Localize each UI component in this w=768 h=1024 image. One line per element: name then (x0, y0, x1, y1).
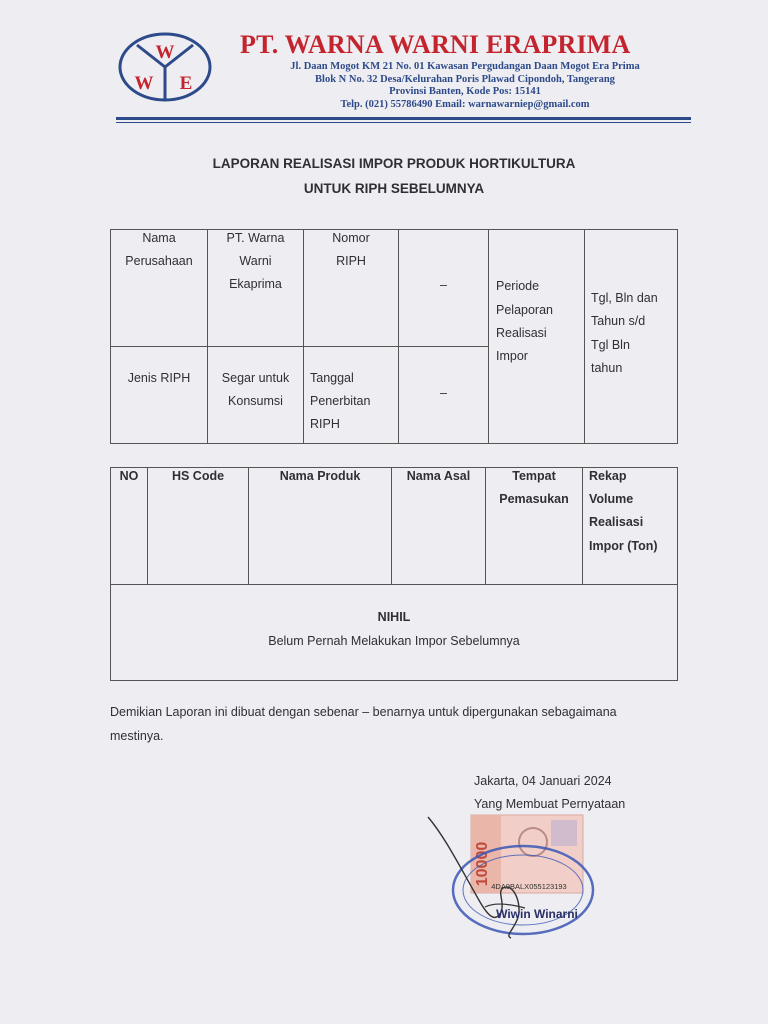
tanggal-value: – (440, 386, 447, 400)
empty-note: Belum Pernah Melakukan Impor Sebelumnya (268, 634, 520, 648)
jenis-riph-value-2: Konsumsi (228, 394, 283, 408)
periode-value-1: Tgl, Bln dan (591, 291, 658, 305)
signer-role: Yang Membuat Pernyataan (474, 797, 626, 811)
duty-stamp-serial: 4DA9BALX055123193 (491, 882, 567, 891)
logo-letter-left: W (134, 73, 154, 94)
jenis-riph-value-1: Segar untuk (221, 371, 290, 385)
header-rekap-4: Impor (Ton) (589, 539, 658, 553)
periode-label-2: Pelaporan (496, 303, 553, 317)
header-nama-produk: Nama Produk (279, 469, 361, 483)
nomor-riph-value: – (440, 278, 447, 292)
report-title: LAPORAN REALISASI IMPOR PRODUK HORTIKULTURA (212, 156, 576, 171)
tanggal-label-3: RIPH (310, 417, 340, 431)
duty-stamp-value: 10000 (474, 841, 491, 887)
header-tempat-1: Tempat (512, 469, 556, 483)
header-rekap-1: Rekap (589, 469, 627, 483)
periode-label-4: Impor (496, 349, 528, 363)
address-line-1: Jl. Daan Mogot KM 21 No. 01 Kawasan Pergudangan Daan Mogot Era Prima (290, 61, 640, 72)
signer-name: Wiwin Winarni (496, 907, 578, 921)
nomor-riph-label-2: RIPH (336, 254, 366, 268)
header-hs-code: HS Code (171, 469, 225, 483)
header-rekap-2: Volume (589, 492, 634, 506)
closing-line-1: Demikian Laporan ini dibuat dengan sebenar – benarnya untuk dipergunakan sebagaimana (110, 705, 617, 719)
periode-label-3: Realisasi (496, 326, 547, 340)
nama-perusahaan-value-1: PT. Warna (226, 231, 285, 245)
nama-perusahaan-label-2: Perusahaan (125, 254, 193, 268)
cell-jenis-riph-label (110, 346, 208, 444)
tanggal-label-2: Penerbitan (310, 394, 371, 408)
address-line-2: Blok N No. 32 Desa/Kelurahan Poris Plawad Cipondoh, Tangerang (315, 74, 615, 85)
nomor-riph-label-1: Nomor (332, 231, 370, 245)
header-rekap-3: Realisasi (589, 515, 644, 529)
periode-value-3: Tgl Bln (591, 338, 630, 352)
company-logo (117, 31, 213, 103)
signature-stamp (425, 812, 605, 942)
periode-label-1: Periode (496, 279, 540, 293)
nama-perusahaan-value-2: Warni (239, 254, 272, 268)
empty-title: NIHIL (377, 610, 411, 624)
letterhead-rule-thin (116, 122, 691, 123)
nama-perusahaan-label-1: Nama (142, 231, 176, 245)
place-date: Jakarta, 04 Januari 2024 (474, 774, 612, 788)
closing-line-2: mestinya. (110, 729, 164, 743)
contact-line: Telp. (021) 55786490 Email: warnawarniep@gmail.com (340, 99, 590, 110)
jenis-riph-label: Jenis RIPH (127, 371, 191, 385)
header-no: NO (119, 469, 139, 483)
logo-letter-top: W (155, 42, 175, 63)
company-name: PT. WARNA WARNI ERAPRIMA (240, 30, 631, 59)
nama-perusahaan-value-3: Ekaprima (229, 277, 282, 291)
header-tempat-2: Pemasukan (499, 492, 569, 506)
logo-letter-right: E (179, 73, 193, 94)
periode-value-2: Tahun s/d (591, 314, 646, 328)
letterhead-rule-thick (116, 117, 691, 120)
tanggal-label-1: Tanggal (310, 371, 354, 385)
report-subtitle: UNTUK RIPH SEBELUMNYA (303, 181, 485, 196)
header-nama-asal: Nama Asal (406, 469, 471, 483)
periode-value-4: tahun (591, 361, 623, 375)
address-line-3: Provinsi Banten, Kode Pos: 15141 (389, 86, 541, 97)
